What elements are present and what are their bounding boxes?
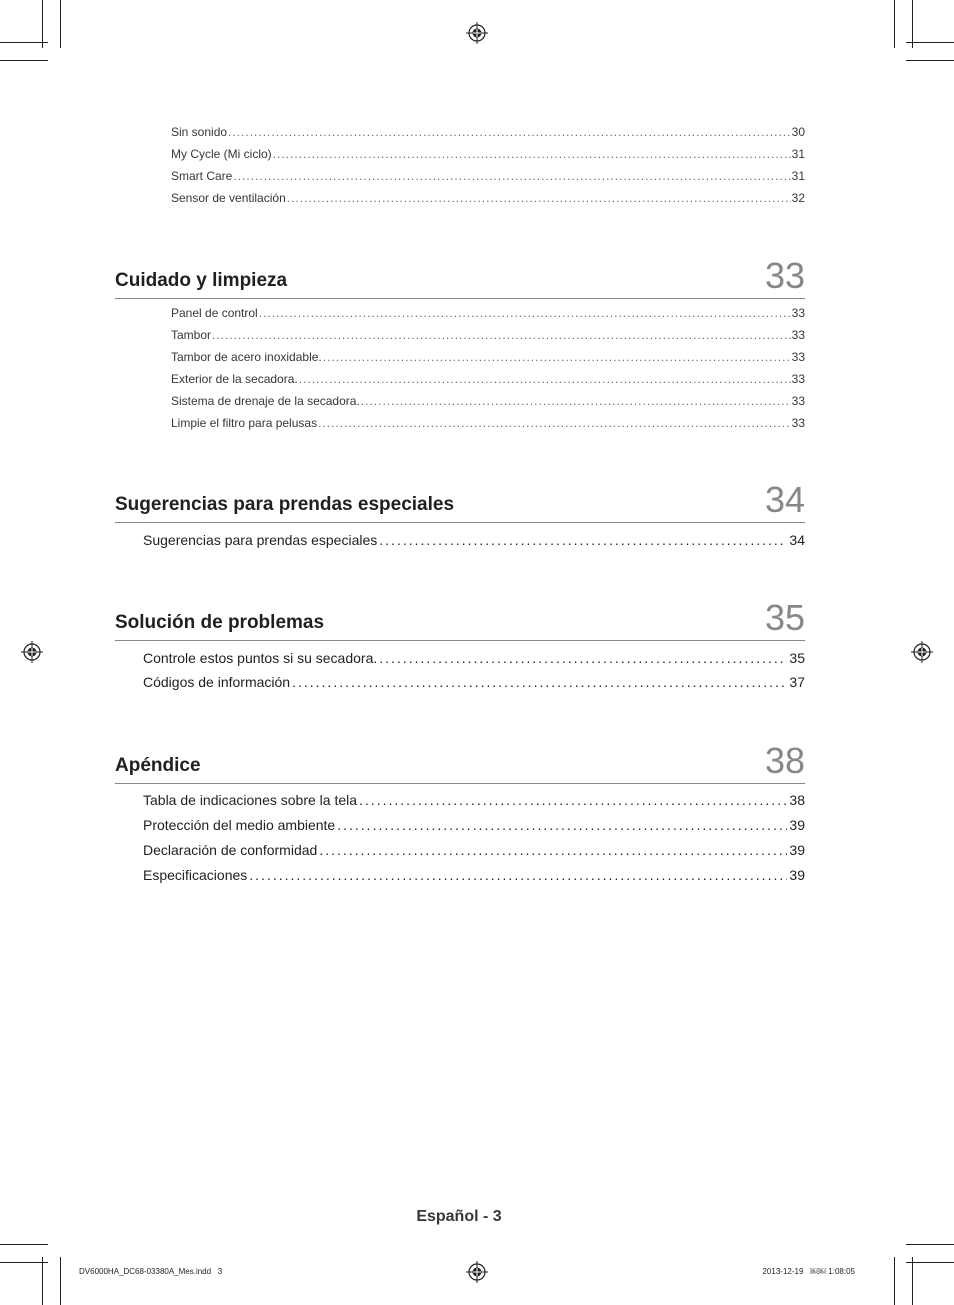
toc-entry-page: 32 [791, 191, 805, 205]
toc-entry-page: 37 [789, 674, 805, 690]
section-divider [115, 783, 805, 784]
toc-entry[interactable] [143, 842, 805, 862]
dot-leader [299, 372, 791, 386]
toc-entry-page: 31 [791, 169, 805, 183]
registration-mark-icon [466, 22, 488, 44]
toc-entry-title: Sin sonido [171, 125, 228, 139]
toc-entry-title: Declaración de conformidad [143, 842, 318, 858]
toc-subentry[interactable] [171, 372, 805, 388]
crop-mark [42, 1257, 43, 1305]
dot-leader [359, 792, 787, 808]
toc-subentry[interactable] [171, 169, 805, 185]
dot-leader [233, 169, 790, 183]
section-number: 33 [764, 255, 805, 296]
section-title[interactable]: Solución de problemas [115, 612, 325, 633]
dot-leader [318, 416, 791, 430]
toc-entry-title: Tambor [171, 328, 212, 342]
crop-mark [0, 1244, 48, 1245]
crop-mark [60, 0, 61, 48]
section-title[interactable]: Cuidado y limpieza [115, 270, 288, 291]
registration-mark-icon [21, 641, 43, 663]
dot-leader [337, 817, 787, 833]
dot-leader [379, 650, 787, 666]
toc-entry-page: 38 [789, 792, 805, 808]
registration-mark-icon [466, 1261, 488, 1283]
toc-entry-page: 33 [791, 328, 805, 342]
toc-subentry[interactable] [171, 328, 805, 344]
toc-subentry[interactable] [171, 191, 805, 207]
toc-entry-page: 31 [791, 147, 805, 161]
registration-mark-icon [911, 641, 933, 663]
toc-entry-page: 33 [791, 394, 805, 408]
dot-leader [249, 867, 787, 883]
toc-entry[interactable] [143, 817, 805, 837]
toc-entry-title: Códigos de información [143, 674, 291, 690]
crop-mark [906, 1244, 954, 1245]
section-divider [115, 640, 805, 641]
toc-entry-page: 39 [789, 842, 805, 858]
toc-entry-title: Sugerencias para prendas especiales [143, 532, 378, 548]
toc-entry-title: Especificaciones [143, 867, 248, 883]
toc-entry-title: Smart Care [171, 169, 233, 183]
crop-mark [0, 42, 48, 43]
dot-leader [259, 306, 791, 320]
toc-entry-title: Controle estos puntos si su secadora. [143, 650, 378, 666]
toc-entry-page: 39 [789, 867, 805, 883]
toc-entry-title: My Cycle (Mi ciclo) [171, 147, 272, 161]
toc-entry-title: Limpie el filtro para pelusas [171, 416, 318, 430]
crop-mark [906, 60, 954, 61]
toc-entry-page: 39 [789, 817, 805, 833]
section-title[interactable]: Sugerencias para prendas especiales [115, 494, 455, 515]
toc-entry-title: Tambor de acero inoxidable. [171, 350, 322, 364]
toc-entry[interactable] [143, 532, 805, 552]
toc-entry-title: Tabla de indicaciones sobre la tela [143, 792, 358, 808]
crop-mark [906, 42, 954, 43]
dot-leader [361, 394, 791, 408]
section-number: 38 [764, 740, 805, 781]
toc-entry-page: 33 [791, 306, 805, 320]
section-divider [115, 298, 805, 299]
toc-entry-title: Sensor de ventilación [171, 191, 286, 205]
toc-entry-page: 35 [789, 650, 805, 666]
toc-entry-title: Sistema de drenaje de la secadora. [171, 394, 360, 408]
dot-leader [228, 125, 791, 139]
toc-entry[interactable] [143, 792, 805, 812]
toc-entry[interactable] [143, 674, 805, 694]
toc-subentry[interactable] [171, 306, 805, 322]
toc-subentry[interactable] [171, 147, 805, 163]
crop-mark [60, 1257, 61, 1305]
section-divider [115, 522, 805, 523]
crop-mark [0, 60, 48, 61]
dot-leader [379, 532, 787, 548]
toc-entry-title: Panel de control [171, 306, 258, 320]
crop-mark [912, 0, 913, 48]
toc-entry[interactable] [143, 867, 805, 887]
crop-mark [906, 1262, 954, 1263]
dot-leader [323, 350, 791, 364]
crop-mark [0, 1262, 48, 1263]
section-number: 34 [764, 479, 805, 520]
toc-subentry[interactable] [171, 125, 805, 141]
toc-entry-title: Protección del medio ambiente [143, 817, 336, 833]
toc-entry-page: 33 [791, 416, 805, 430]
toc-subentry[interactable] [171, 416, 805, 432]
page-footer: Español - 3 [416, 1208, 502, 1225]
section-title[interactable]: Apéndice [115, 755, 201, 776]
toc-subentry[interactable] [171, 350, 805, 366]
toc-entry-page: 33 [791, 350, 805, 364]
dot-leader [292, 674, 787, 690]
print-slug-file: DV6000HA_DC68-03380A_Mes.indd 3 [79, 1267, 223, 1276]
crop-mark [42, 0, 43, 48]
toc-entry-page: 30 [791, 125, 805, 139]
dot-leader [319, 842, 787, 858]
dot-leader [212, 328, 791, 342]
crop-mark [912, 1257, 913, 1305]
print-slug-date: 2013-12-19 ￼￼ 1:08:05 [762, 1267, 855, 1276]
section-number: 35 [764, 597, 805, 638]
toc-entry-page: 33 [791, 372, 805, 386]
dot-leader [273, 147, 791, 161]
toc-subentry[interactable] [171, 394, 805, 410]
crop-mark [894, 1257, 895, 1305]
toc-entry[interactable] [143, 650, 805, 670]
dot-leader [287, 191, 791, 205]
toc-entry-title: Exterior de la secadora. [171, 372, 298, 386]
toc-entry-page: 34 [789, 532, 805, 548]
crop-mark [894, 0, 895, 48]
